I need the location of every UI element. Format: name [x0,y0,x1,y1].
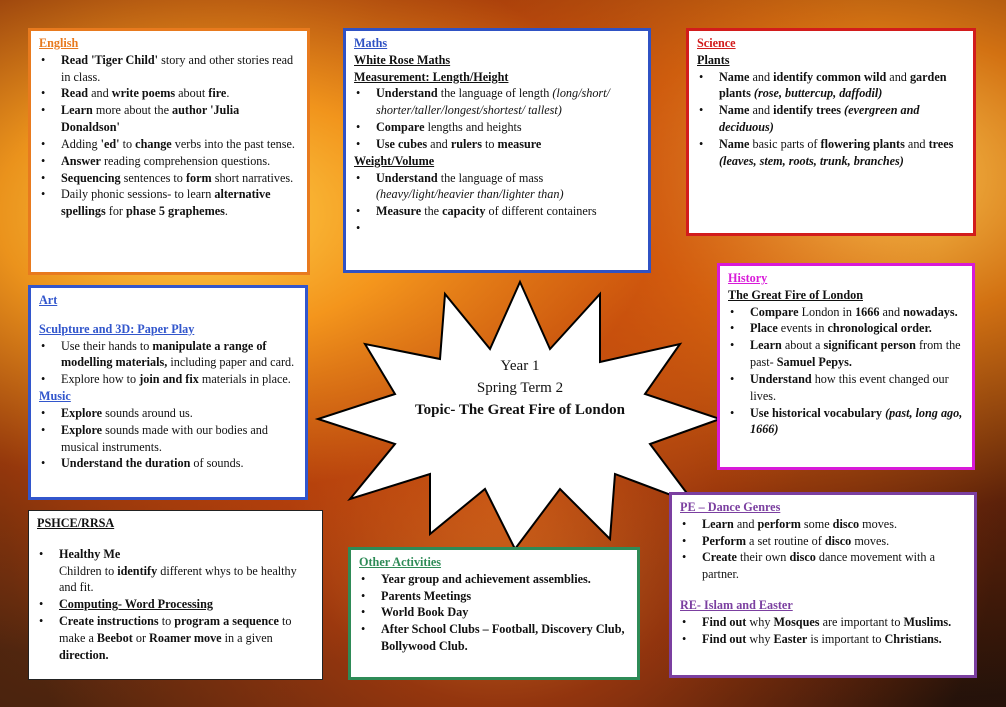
maths-weight-heading: Weight/Volume [354,153,435,168]
text-run: of sounds. [190,456,244,471]
text-run: fire [208,86,227,101]
text-run: Read 'Tiger Child' [61,52,159,67]
text-run: Learn [750,338,782,353]
text-run: Healthy Me [59,546,121,561]
english-panel [28,28,310,275]
list-item [697,69,967,103]
topic-label: Topic- The Great Fire of London [415,401,625,418]
text-run: join and fix [139,372,199,387]
pshce-title: PSHCE/RRSA [37,516,115,530]
list-item [39,455,299,472]
text-run: Measure [376,204,422,219]
list-item [354,203,642,220]
text-run: Samuel Pepys. [776,355,852,370]
text-run: perform [757,516,801,531]
text-run: Use historical vocabulary [750,405,886,420]
text-run: garden plants [719,69,947,101]
text-run: Mosques [773,614,820,629]
text-run: . [226,86,230,101]
maths-length-list [354,85,642,152]
music-list [39,405,299,472]
text-run: verbs into the past tense. [171,136,295,151]
text-run: why [746,614,774,629]
text-run: disco [824,533,852,548]
list-item [39,85,301,102]
text-run: the language of length [437,86,553,101]
list-item [728,371,966,405]
science-panel [686,28,976,236]
text-run: Find out [702,614,747,629]
maths-subtitle: White Rose Maths [354,52,451,67]
text-run: short narratives. [211,170,294,185]
text-run: Roamer move [149,630,222,645]
english-list [39,52,301,220]
list-item [39,371,299,388]
list-item [697,136,967,170]
text-run: manipulate a range of modelling materials, [61,338,267,370]
text-run: Create instructions [59,614,159,629]
list-item [728,320,966,337]
text-run: Explore how to [61,372,140,387]
text-run: or [132,630,150,645]
other-activities-title: Other Activities [359,555,442,569]
text-run: Year group and achievement assemblies. [381,571,591,586]
text-run: including paper and card. [167,355,295,370]
text-run: chronological order. [827,321,932,336]
text-run: Answer [61,153,101,168]
pe-list [680,516,968,583]
text-run: change [135,136,172,151]
text-run: and [879,304,904,319]
list-item [359,621,631,655]
list-item [359,588,631,605]
text-run: are important to [819,614,904,629]
text-run: and [904,136,929,151]
text-run: moves. [859,516,898,531]
text-run: direction. [59,647,109,662]
text-run: and [749,103,774,118]
text-run: capacity [442,204,486,219]
list-item [39,405,299,422]
year-label: Year 1 [500,358,540,374]
text-run: London in [798,304,856,319]
text-run: Daily phonic sessions- to learn [61,187,215,202]
text-run: reading comprehension questions. [100,153,271,168]
text-run: basic parts of [749,136,821,151]
list-item [359,604,631,621]
list-item [680,614,968,631]
text-run: Use cubes [376,136,428,151]
text-run: (leaves, stem, roots, trunk, branches) [719,153,904,168]
text-run: different whys to be healthy and fit. [59,563,297,595]
text-run: phase 5 graphemes [126,204,225,219]
art-subtitle: Sculpture and 3D: Paper Play [39,321,195,336]
text-run: Easter [773,631,808,646]
text-run: the language of mass [437,170,544,185]
text-run: about a [781,338,824,353]
text-run: Muslims. [903,614,952,629]
other-activities-panel [348,547,640,680]
text-run: a set routine of [745,533,825,548]
text-run: identify common wild [773,69,887,84]
art-list [39,338,299,388]
text-run: their own [736,550,790,565]
text-run: dance movement with a partner. [702,550,935,582]
text-run: (long/short/ shorter/taller/longest/shortest/ tallest) [376,86,610,118]
text-run: Parents Meetings [381,588,472,603]
text-run: Name [719,103,750,118]
history-title: History [728,271,768,285]
text-run: World Book Day [381,605,469,620]
text-run: how this event changed our lives. [750,371,949,403]
text-run: Explore [61,422,103,437]
art-panel [28,285,308,500]
text-run: identify [117,563,158,578]
list-item [728,304,966,321]
pshce-panel [28,510,323,680]
text-run: Compare [376,120,425,135]
text-run: 1666 [855,304,880,319]
text-run: why [746,631,774,646]
list-item [680,533,968,550]
text-run: (evergreen and deciduous) [719,103,920,135]
text-run: Adding [61,136,101,151]
term-label: Spring Term 2 [476,379,564,396]
art-title: Art [39,293,58,307]
science-subtitle: Plants [697,52,730,67]
other-activities-list [359,571,631,655]
text-run: rulers [450,136,482,151]
list-item [680,516,968,533]
list-item [39,170,301,187]
text-run: Name [719,136,750,151]
text-run: (past, long ago, 1666) [750,405,963,437]
text-run: disco [832,516,860,531]
list-item [39,338,299,372]
text-run: materials in place. [198,372,291,387]
text-run: the [421,204,443,219]
text-run: trees [928,136,954,151]
pe-re-panel [669,492,977,678]
history-subtitle: The Great Fire of London [728,287,863,302]
text-run: and [733,516,758,531]
text-run: significant person [823,338,916,353]
text-run: more about the [92,103,173,118]
text-run: form [185,170,212,185]
text-run: After School Clubs – Football, Discovery Club, Bollywood Club. [381,622,625,654]
text-run: 'ed' [100,136,120,151]
text-run: Understand [376,86,438,101]
list-item [37,546,316,596]
text-run: Beebot [96,630,133,645]
text-run: Sequencing [61,170,121,185]
list-item [680,631,968,648]
text-run: Computing- Word Processing [59,597,213,612]
text-run: Explore [61,405,103,420]
text-run: to [481,136,498,151]
text-run: disco [789,550,816,565]
history-panel [717,263,975,470]
text-run: Compare [750,304,799,319]
text-run: identify trees [773,103,845,118]
text-run: is important to [807,631,885,646]
pe-title: PE – Dance Genres [680,500,781,514]
text-run: events in [777,321,828,336]
text-run: Find out [702,631,747,646]
history-list [728,304,966,439]
text-run: Learn [61,103,93,118]
text-run: sounds made with our bodies and musical instruments. [61,422,268,454]
text-run: Understand [750,371,812,386]
text-run: Christians. [884,631,942,646]
list-item [354,220,642,237]
text-run: (heavy/light/heavier than/lighter than) [376,187,564,202]
maths-weight-list [354,170,642,237]
text-run: about [175,86,209,101]
list-item [39,422,299,456]
science-list [697,69,967,170]
text-run: Create [702,550,737,565]
list-item [354,170,642,204]
list-item [728,337,966,371]
text-run: . [224,204,228,219]
science-title: Science [697,36,736,50]
maths-panel [343,28,651,273]
list-item [39,136,301,153]
list-item [680,549,968,583]
text-run: sounds around us. [102,405,193,420]
text-run: nowadays. [903,304,958,319]
text-run: moves. [851,533,890,548]
text-run: Perform [702,533,746,548]
text-run: to make a [59,614,292,645]
list-item [39,186,301,220]
text-run: and [749,69,774,84]
text-run: lengths and heights [424,120,522,135]
list-item [354,85,642,119]
text-run: Use their hands to [61,338,153,353]
text-run: author 'Julia Donaldson' [61,103,240,135]
text-run: to [158,614,175,629]
text-run: Place [750,321,778,336]
text-run: and [886,69,910,84]
text-run: Understand the duration [61,456,191,471]
text-run: in a given [221,630,273,645]
list-item [37,596,316,613]
pshce-list [37,546,316,664]
text-run: for [105,204,127,219]
list-item [359,571,631,588]
text-run: write poems [111,86,176,101]
list-item [39,153,301,170]
re-title: RE- Islam and Easter [680,598,793,613]
text-run: some [800,516,833,531]
text-run: flowering plants [820,136,905,151]
text-run: Name [719,69,750,84]
re-list [680,614,968,648]
text-run: program a sequence [174,614,279,629]
text-run: of different containers [485,204,597,219]
list-item [39,102,301,136]
text-run: from the past- [750,338,961,370]
list-item [697,102,967,136]
text-run: and [88,86,112,101]
topic-title-block [400,356,640,421]
text-run: Understand [376,170,438,185]
text-run: (rose, buttercup, daffodil) [753,86,883,101]
text-run: sentences to [120,170,186,185]
text-run: and [427,136,451,151]
list-item [354,119,642,136]
text-run: alternative spellings [61,187,271,219]
text-run: Read [61,86,89,101]
text-run: Children to [59,563,118,578]
english-title: English [39,36,79,50]
list-item [728,405,966,439]
text-run: story and other stories read in class. [61,52,294,84]
music-title: Music [39,389,71,404]
text-run: measure [497,136,542,151]
list-item [354,136,642,153]
list-item [39,52,301,86]
text-run: to [119,136,136,151]
maths-title: Maths [354,36,388,50]
list-item [37,613,316,663]
text-run: Learn [702,516,734,531]
maths-measurement-heading: Measurement: Length/Height [354,69,509,84]
